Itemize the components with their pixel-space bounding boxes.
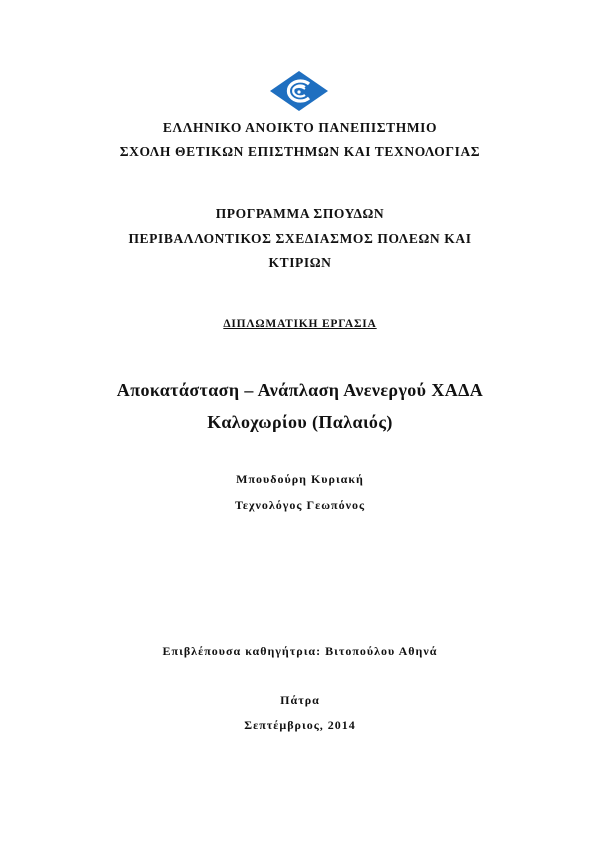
author-profession: Τεχνολόγος Γεωπόνος: [234, 498, 366, 512]
program-name-line2: ΚΤΙΡΙΩΝ: [268, 255, 332, 270]
university-logo-icon: [269, 70, 329, 112]
university-name: ΕΛΛΗΝΙΚΟ ΑΝΟΙΚΤΟ ΠΑΝΕΠΙΣΤΗΜΙΟ: [162, 120, 438, 135]
thesis-title-line2: Καλοχωρίου (Παλαιός): [207, 412, 393, 432]
thesis-label-text: ΔΙΠΛΩΜΑΤΙΚΗ ΕΡΓΑΣΙΑ: [223, 318, 377, 330]
author-name: Μπουδούρη Κυριακή: [236, 472, 364, 486]
school-name: ΣΧΟΛΗ ΘΕΤΙΚΩΝ ΕΠΙΣΤΗΜΩΝ ΚΑΙ ΤΕΧΝΟΛΟΓΙΑΣ: [119, 144, 481, 159]
city: Πάτρα: [280, 693, 320, 707]
date: Σεπτέμβριος, 2014: [244, 718, 356, 732]
thesis-title-line1: Αποκατάσταση – Ανάπλαση Ανενεργού ΧΑΔΑ: [116, 380, 484, 400]
supervisor-line: Επιβλέπουσα καθηγήτρια: Βιτοπούλου Αθηνά: [162, 644, 438, 658]
program-name-line1: ΠΕΡΙΒΑΛΛΟΝΤΙΚΟΣ ΣΧΕΔΙΑΣΜΟΣ ΠΟΛΕΩΝ ΚΑΙ: [128, 231, 472, 246]
program-label: ΠΡΟΓΡΑΜΜΑ ΣΠΟΥΔΩΝ: [215, 206, 385, 221]
thesis-label: [0, 318, 600, 330]
